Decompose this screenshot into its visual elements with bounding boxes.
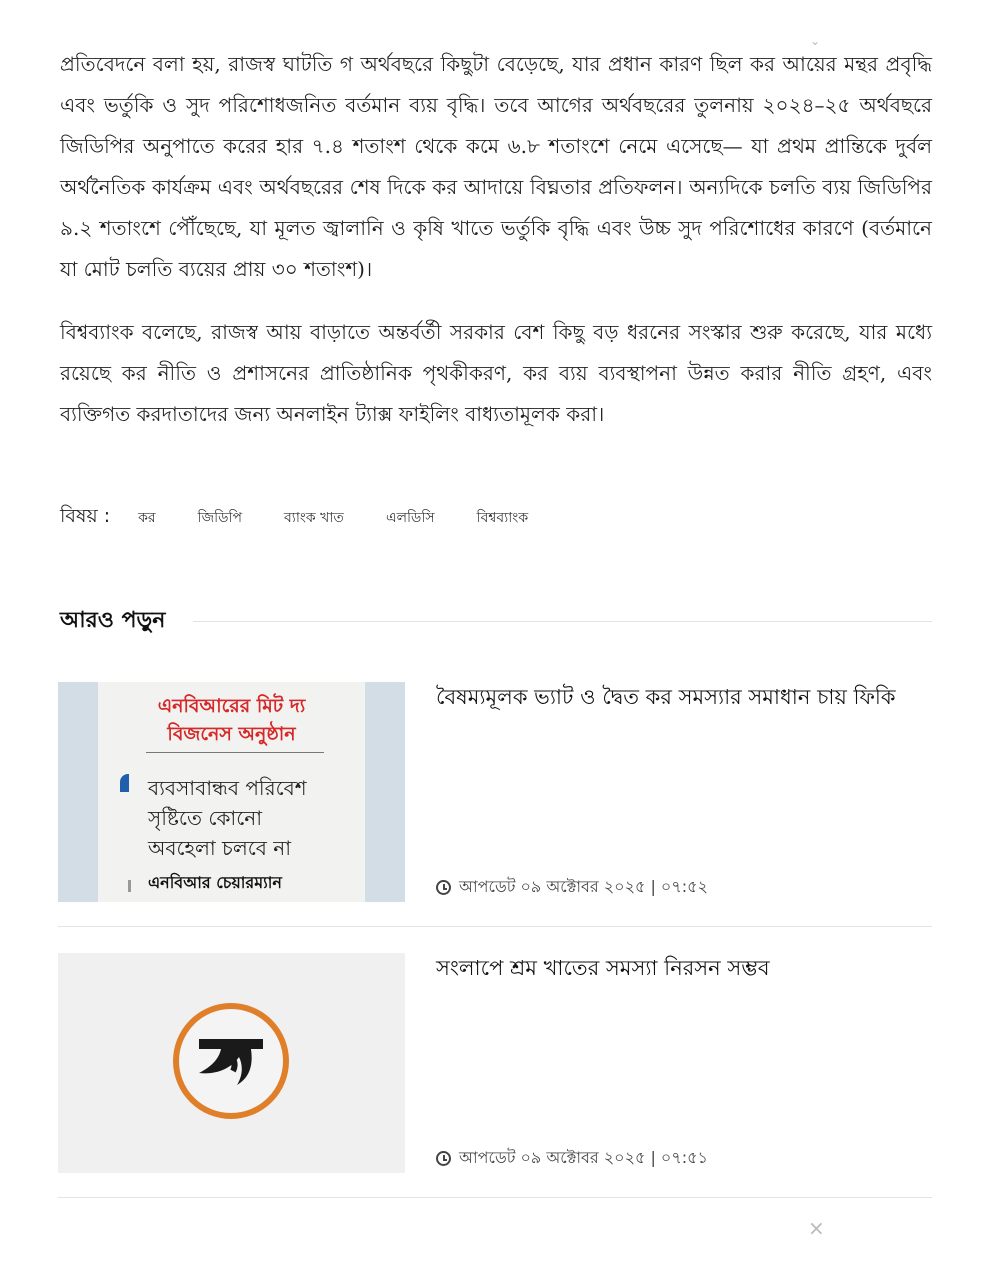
topic-tag-world-bank[interactable]: বিশ্বব্যাংক [476,510,529,526]
topic-tag-ldc[interactable]: এলডিসি [385,510,435,526]
thumb-quote-line-1: ব্যবসাবান্ধব পরিবেশ [148,776,307,800]
read-more-headline-2[interactable]: সংলাপে শ্রম খাতের সমস্যা নিরসন সম্ভব [436,956,770,980]
article-paragraph-1: প্রতিবেদনে বলা হয়, রাজস্ব ঘাটতি গ অর্থবছরে কিছুটা বেড়েছে, যার প্রধান কারণ ছিল কর আয়ের মন্থর প্রবৃদ্ধি এবং ভর্তুকি ও সুদ পরিশোধজনিত বর্তমান ব্যয় বৃদ্ধি। তবে আগের অর্থবছরের তুলনায় ২০২৪–২৫ অর্থবছরে জিডিপির অনুপাতে করের হার ৭.৪ শতাংশ থেকে কমে ৬.৮ শতাংশে নেমে এসেছে— যা প্রথম প্রান্তিকে দুর্বল অর্থনৈতিক কার্যক্রম এবং অর্থবছরের শেষ দিকে কর আদায়ে বিঘ্নতার প্রতিফলন। অন্যদিকে চলতি ব্যয় জিডিপির ৯.২ শতাংশে পৌঁছেছে, যা মূলত জ্বালানি ও কৃষি খাতে ভর্তুকি বৃদ্ধি এবং উচ্চ সুদ পরিশোধের কারণে (বর্তমানে যা মোট চলতি ব্যয়ের প্রায় ৩০ শতাংশ)। [60,52,932,281]
read-more-thumbnail-2[interactable] [58,953,405,1173]
thumb-quote-panel [98,682,365,902]
read-more-thumbnail-1[interactable] [58,682,405,902]
close-icon[interactable]: × [808,1216,825,1240]
clock-icon [436,880,451,895]
article-body [60,44,932,457]
topic-tag-gdp[interactable]: জিডিপি [197,510,242,526]
read-more-updated-1: আপডেট ০৯ অক্টোবর ২০২৫ | ০৭:৫২ [459,877,708,896]
read-more-title: আরও পড়ুন [60,606,166,633]
read-more-headline-1[interactable]: বৈষম্যমূলক ভ্যাট ও দ্বৈত কর সমস্যার সমাধান চায় ফিকি [436,685,896,709]
thumb-divider [146,752,324,753]
read-more-meta-2 [436,1145,708,1172]
read-more-divider [193,621,932,622]
thumb-title-line-1: এনবিআরের মিট দ্য [157,695,306,717]
nbr-quote-image [58,682,405,902]
logo-glyph-icon [193,1029,269,1093]
topic-tag-banking[interactable]: ব্যাংক খাত [283,510,344,526]
read-more-updated-2: আপডেট ০৯ অক্টোবর ২০২৫ | ০৭:৫১ [459,1148,708,1167]
logo-image [58,953,405,1173]
read-more-item-2[interactable] [58,953,932,1198]
topics-label: বিষয় : [60,505,111,527]
thumb-quote-line-3: অবহেলা চলবে না [148,836,292,860]
top-close-icon[interactable]: ⌄ [810,34,821,48]
thumb-quote-line-2: সৃষ্টিতে কোনো [148,806,263,830]
thumb-title-line-2: বিজনেস অনুষ্ঠান [167,723,296,745]
quote-mark-icon [120,774,129,792]
thumb-author: এনবিআর চেয়ারম্যান [148,873,282,892]
circle-logo-icon [173,1003,289,1119]
card-divider [58,1197,932,1198]
clock-icon [436,1151,451,1166]
thumb-left-strip [58,682,98,902]
topics-bar [60,502,570,534]
read-more-header [60,604,932,638]
read-more-meta-1 [436,874,708,901]
card-divider [58,926,932,927]
topic-tag-tax[interactable]: কর [138,510,156,526]
read-more-item-1[interactable] [58,682,932,927]
thumb-right-strip [365,682,405,902]
thumb-author-bar [128,880,131,892]
article-paragraph-2: বিশ্বব্যাংক বলেছে, রাজস্ব আয় বাড়াতে অন্তর্বর্তী সরকার বেশ কিছু বড় ধরনের সংস্কার শুরু করেছে, যার মধ্যে রয়েছে কর নীতি ও প্রশাসনের প্রাতিষ্ঠানিক পৃথকীকরণ, কর ব্যয় ব্যবস্থাপনা উন্নত করার নীতি গ্রহণ, এবং ব্যক্তিগত করদাতাদের জন্য অনলাইন ট্যাক্স ফাইলিং বাধ্যতামূলক করা। [60,320,932,426]
